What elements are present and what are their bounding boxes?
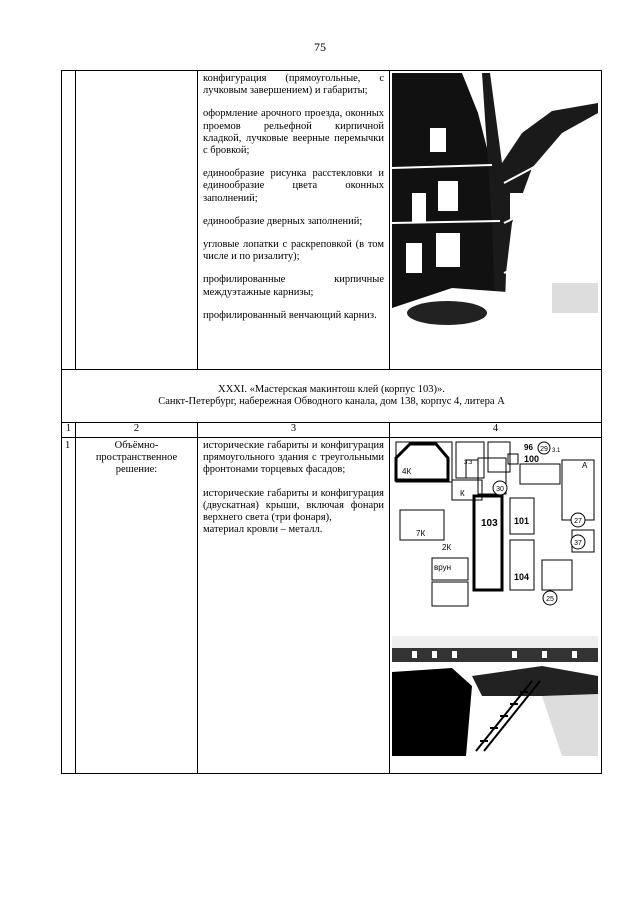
description-item: единообразие дверных заполнений; bbox=[203, 215, 363, 227]
building-photo bbox=[392, 636, 598, 756]
page-number: 75 bbox=[314, 40, 326, 54]
description-item: исторические габариты и конфигурация (двускатная) крыши, включая фонари верхнего света (три фонаря), bbox=[203, 487, 384, 524]
map-label: 3.1 bbox=[552, 448, 561, 454]
column-numbers-row bbox=[62, 423, 602, 438]
map-label: А bbox=[582, 461, 588, 470]
row-number bbox=[62, 438, 76, 774]
row-number-text: 1 bbox=[65, 440, 71, 451]
map-label: 2К bbox=[442, 543, 452, 552]
subject-text: Объёмно-пространственное решение: bbox=[95, 440, 178, 476]
map-label: 103 bbox=[481, 518, 498, 529]
map-label: 30 bbox=[496, 486, 504, 493]
facade-photo bbox=[392, 73, 598, 338]
map-label: 7К bbox=[416, 529, 426, 538]
description-item: единообразие рисунка расстекловки и единообразие цвета оконных заполнений; bbox=[203, 168, 384, 204]
map-label: 101 bbox=[514, 516, 530, 526]
cell-description bbox=[198, 71, 390, 370]
map-label: врун bbox=[434, 563, 452, 572]
map-label: 25 bbox=[546, 596, 554, 603]
map-label: 3.3 bbox=[464, 460, 473, 466]
row-images bbox=[390, 438, 602, 774]
column-number: 4 bbox=[390, 423, 602, 438]
cell-num-empty bbox=[62, 71, 76, 370]
map-label: 27 bbox=[574, 518, 582, 525]
column-number: 1 bbox=[62, 423, 76, 438]
section-header bbox=[62, 370, 602, 423]
map-label: К bbox=[460, 489, 465, 498]
map-label: 100 bbox=[524, 454, 540, 464]
row-description bbox=[198, 438, 390, 774]
description-item: профилированный венчающий карниз. bbox=[203, 309, 377, 321]
description-item: оформление арочного проезда, оконных проемов рельефной кирпичной кладкой, лучковые веерные перемычки с бровкой; bbox=[203, 108, 384, 157]
table-row bbox=[62, 438, 602, 774]
map-label: 104 bbox=[514, 572, 530, 582]
map-label: 29 bbox=[540, 446, 548, 453]
monument-table bbox=[61, 70, 602, 774]
description-item: конфигурация (прямоугольные, с лучковым завершением) и габариты; bbox=[203, 73, 384, 97]
column-number: 2 bbox=[76, 423, 198, 438]
section-address: Санкт-Петербург, набережная Обводного канала, дом 138, корпус 4, литера А bbox=[158, 396, 505, 407]
map-label: 4К bbox=[402, 467, 412, 476]
site-plan-map bbox=[392, 440, 598, 610]
description-item: угловые лопатки с раскреповкой (в том числе и по ризалиту); bbox=[203, 239, 384, 263]
cell-subject-empty bbox=[76, 71, 198, 370]
section-title: XXXI. «Мастерская макинтош клей (корпус 103)». bbox=[218, 383, 445, 395]
map-label: 37 bbox=[574, 540, 582, 547]
cell-photo bbox=[390, 71, 602, 370]
section-header-row bbox=[62, 370, 602, 423]
map-label: 96 bbox=[524, 443, 533, 452]
description-item: материал кровли – металл. bbox=[203, 524, 323, 536]
description-item: профилированные кирпичные междуэтажные карнизы; bbox=[203, 274, 384, 298]
column-number: 3 bbox=[198, 423, 390, 438]
table-row-continuation bbox=[62, 71, 602, 370]
description-item: исторические габариты и конфигурация прямоугольного здания с треугольными фронтонами торцевых фасадов; bbox=[203, 440, 384, 476]
row-subject bbox=[76, 438, 198, 774]
